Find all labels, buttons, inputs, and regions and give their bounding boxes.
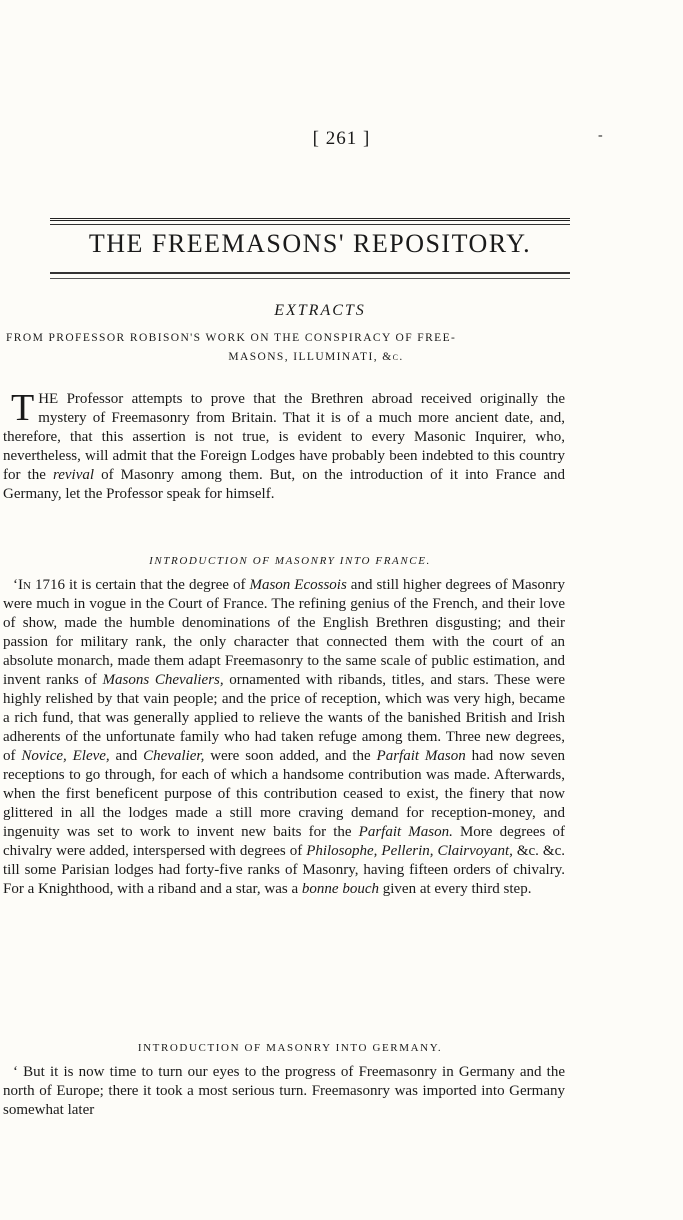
- text: &c. &c. till some Parisian lodges had forty-five ranks of Masonry, having fifteen orders of chivalry. For a Knighthood, with a riband and a star, was a: [3, 843, 565, 897]
- italic-text: revival: [52, 467, 95, 483]
- bottom-rule: [50, 272, 570, 274]
- top-rule: [50, 218, 570, 221]
- extract-source-line1: FROM PROFESSOR ROBISON'S WORK ON THE CONSPIRACY OF FREE-: [6, 332, 457, 344]
- italic-text: Philosophe, Pellerin, Clairvoyant,: [306, 843, 513, 859]
- italic-text: Parfait Mason: [376, 748, 466, 764]
- section-heading-france: INTRODUCTION OF MASONRY INTO FRANCE.: [149, 555, 431, 567]
- lead-word: ‘In: [13, 577, 31, 593]
- subtitle: EXTRACTS: [274, 302, 366, 319]
- text: of Masonry among them. But, on the introduction of it into France and Germany, let the Professor speak for himself.: [3, 467, 565, 502]
- italic-text: Novice, Eleve,: [21, 748, 110, 764]
- paragraph-france: [3, 576, 565, 899]
- text: 1716 it is certain that the degree of: [30, 577, 250, 593]
- text: ‘ But it is now time to turn our eyes to the progress of Freemasonry in Germany and the north of Europe; there it took a most serious turn. Freemasonry was imported into Germany somewhat later: [3, 1064, 565, 1118]
- bottom-rule-thin: [50, 278, 570, 279]
- italic-text: Chevalier,: [143, 748, 205, 764]
- extract-source-line2: MASONS, ILLUMINATI, &c.: [228, 351, 404, 363]
- corner-mark: -: [598, 128, 603, 143]
- page-title: THE FREEMASONS' REPOSITORY.: [88, 229, 532, 258]
- paragraph-germany: [3, 1063, 565, 1120]
- paragraph-intro: [3, 387, 565, 504]
- extract-source: [6, 329, 586, 367]
- text: HE Professor attempts to prove that the Brethren abroad received originally the mystery of Freemasonry from Britain. That it is of a much more ancient date, and, therefore, that this assertion is not true, is evident to every Masonic Inquirer, who, nevertheless, will admit that the Foreign Lodges have probably been indebted to this country for the: [3, 391, 565, 483]
- text: were soon added, and the: [204, 748, 377, 764]
- italic-text: Masons Chevaliers,: [102, 672, 224, 688]
- drop-cap: T: [11, 387, 35, 429]
- page-number: [ 261 ]: [312, 128, 371, 149]
- italic-text: bonne bouch: [301, 881, 379, 897]
- text: ornamented with ribands, titles, and stars. These were highly relished by that vain people; and the price of reception, which was very high, became a rich fund, that was generally applied to relieve the wants of the banished British and Irish adherents of the unfortunate family who had taken refuge among them. Three new degrees, of: [3, 672, 565, 764]
- section-heading-germany: INTRODUCTION OF MASONRY INTO GERMANY.: [137, 1042, 443, 1054]
- text: had now seven receptions to go through, for each of which a handsome contribution was made. Afterwards, when the first beneficent purpose of this contribution ceased to exist, the finery that now glittered in all the lodges made a still more craving demand for reception-money, and ingenuity was set to work to invent new baits for the: [3, 748, 565, 840]
- text: and: [109, 748, 144, 764]
- text: given at every third step.: [379, 881, 532, 897]
- text: and still higher degrees of Masonry were much in vogue in the Court of France. The refining genius of the French, and their love of show, made the humble denominations of the English Brethren disgusting; and their passion for military rank, the only character that connected them with the court of an absolute monarch, made them adapt Freemasonry to the same scale of public estimation, and invent ranks of: [3, 577, 565, 688]
- top-rule-thin: [50, 224, 570, 225]
- text: More degrees of chivalry were added, interspersed with degrees of: [3, 824, 565, 859]
- italic-text: Parfait Mason.: [358, 824, 453, 840]
- italic-text: Mason Ecossois: [249, 577, 347, 593]
